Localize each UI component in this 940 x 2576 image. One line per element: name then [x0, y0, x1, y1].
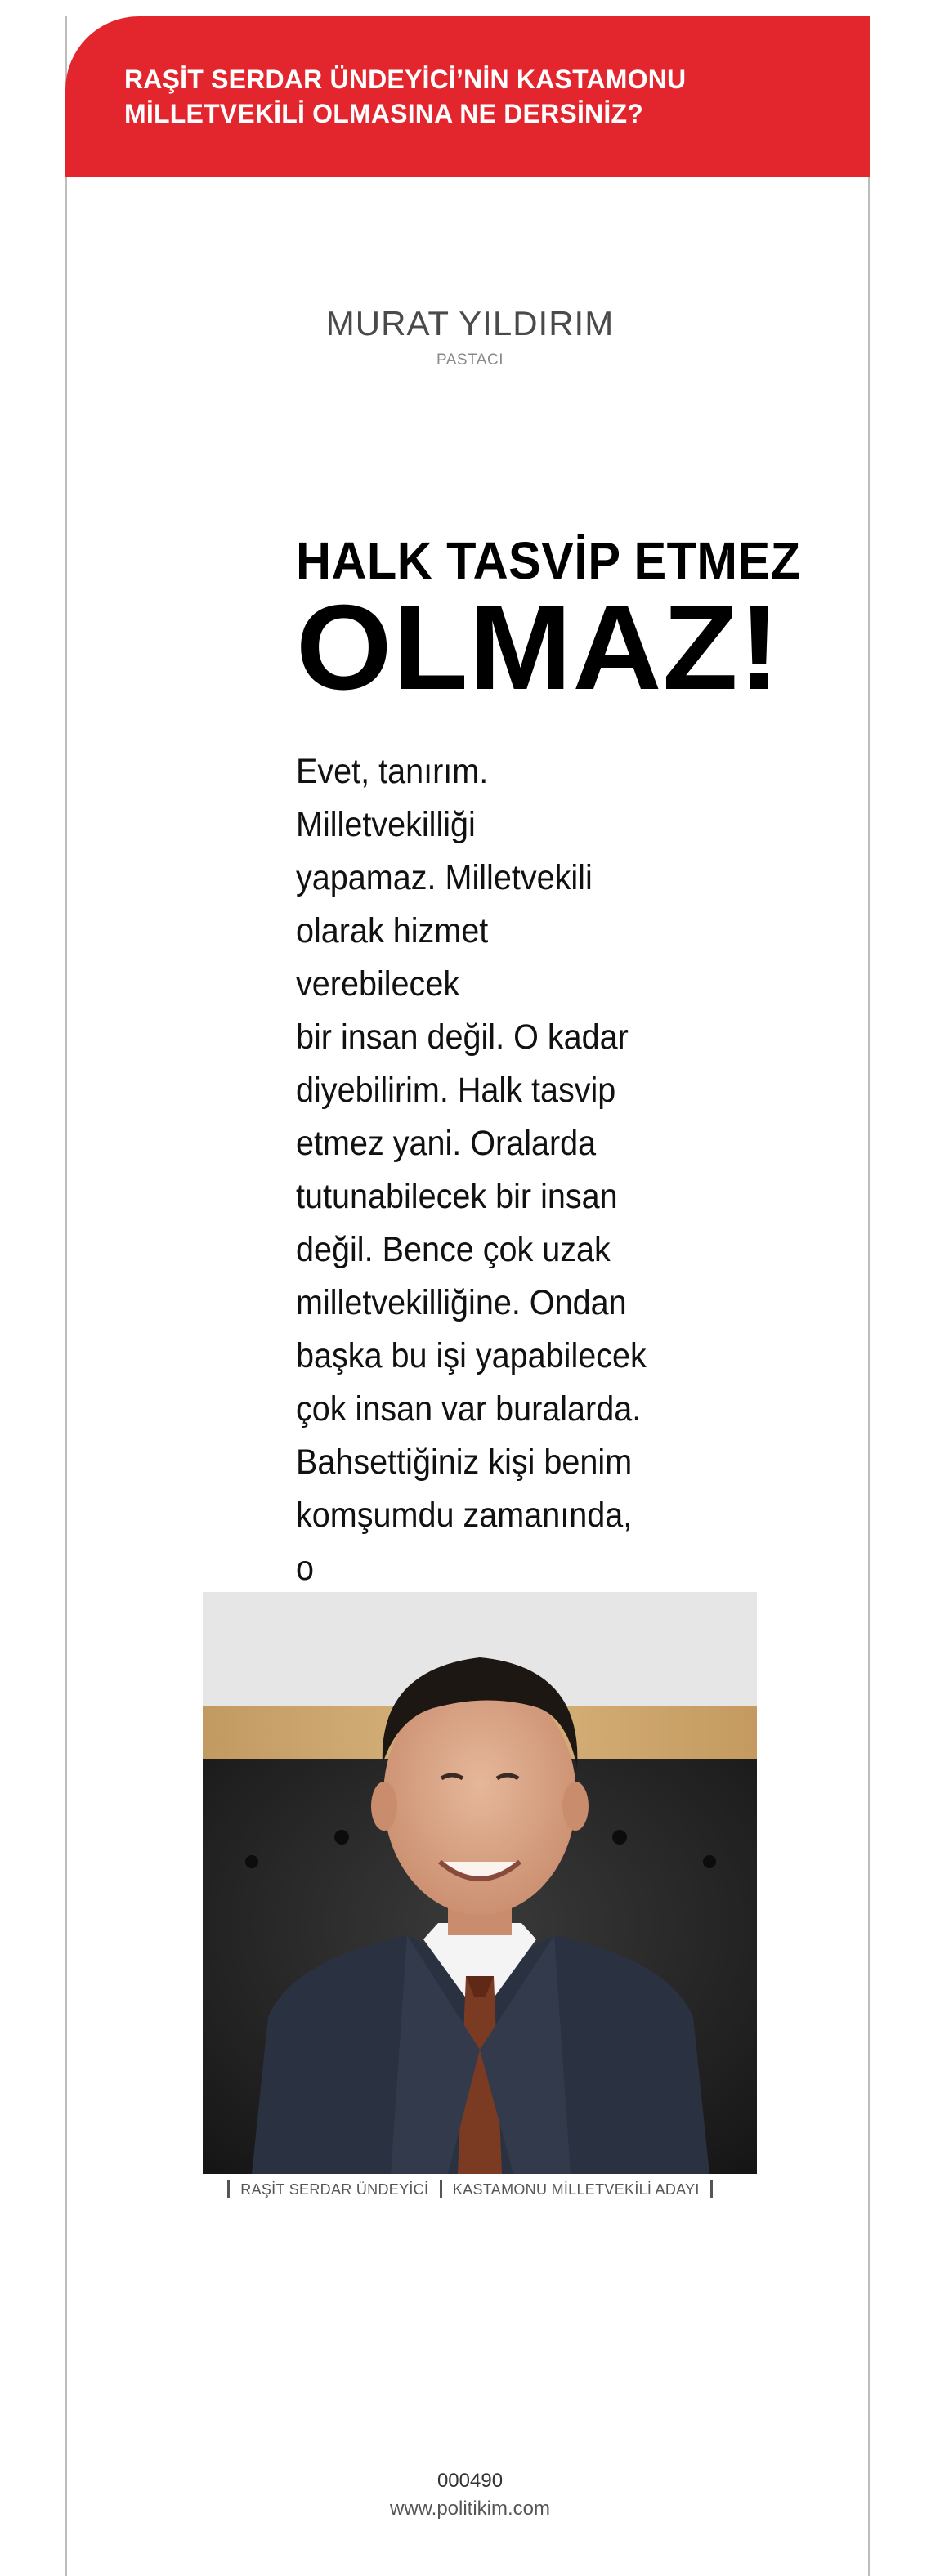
answer-line: değil. Bence çok uzak [296, 1230, 611, 1269]
answer-line: olarak hizmet verebilecek [296, 911, 489, 1004]
interviewee-occupation: PASTACI [436, 351, 504, 369]
answer-line: komşumdu zamanında, o [296, 1496, 633, 1588]
answer-line: milletvekilliğine. Ondan [296, 1283, 627, 1322]
caption-divider [440, 2180, 442, 2198]
answer-line: Evet, tanırım. Milletvekilliği [296, 752, 489, 844]
photo-caption [0, 2180, 940, 2198]
answer-line: tutunabilecek bir insan [296, 1177, 618, 1216]
question-title-line-2: MİLLETVEKİLİ OLMASINA NE DERSİNİZ? [124, 99, 643, 128]
answer-line: Bahsettiğiniz kişi benim [296, 1442, 633, 1482]
answer-line: yapamaz. Milletvekili [296, 858, 593, 897]
candidate-photo [203, 1592, 757, 2174]
caption-divider [710, 2180, 713, 2198]
answer-line: bir insan değil. O kadar [296, 1017, 629, 1057]
site-url[interactable]: www.politikim.com [389, 2498, 551, 2520]
answer-line: etmez yani. Oralarda [296, 1124, 597, 1163]
caption-title: KASTAMONU MİLLETVEKİLİ ADAYI [452, 2181, 700, 2198]
question-title [124, 62, 827, 131]
question-title-line-1: RAŞİT SERDAR ÜNDEYİCİ’NİN KASTAMONU [124, 65, 687, 94]
caption-name: RAŞİT SERDAR ÜNDEYİCİ [240, 2181, 429, 2198]
headline-line-1: HALK TASVİP ETMEZ [296, 531, 801, 590]
interviewee-name: MURAT YILDIRIM [325, 304, 615, 342]
caption-divider [227, 2180, 230, 2198]
answer-line: başka bu işi yapabilecek [296, 1336, 647, 1375]
answer-line: çok insan var buralarda. [296, 1389, 642, 1429]
headline-line-2: OLMAZ! [296, 580, 781, 715]
page-code: 000490 [436, 2470, 504, 2492]
portrait-illustration [203, 1592, 757, 2174]
answer-line: diyebilirim. Halk tasvip [296, 1071, 616, 1110]
